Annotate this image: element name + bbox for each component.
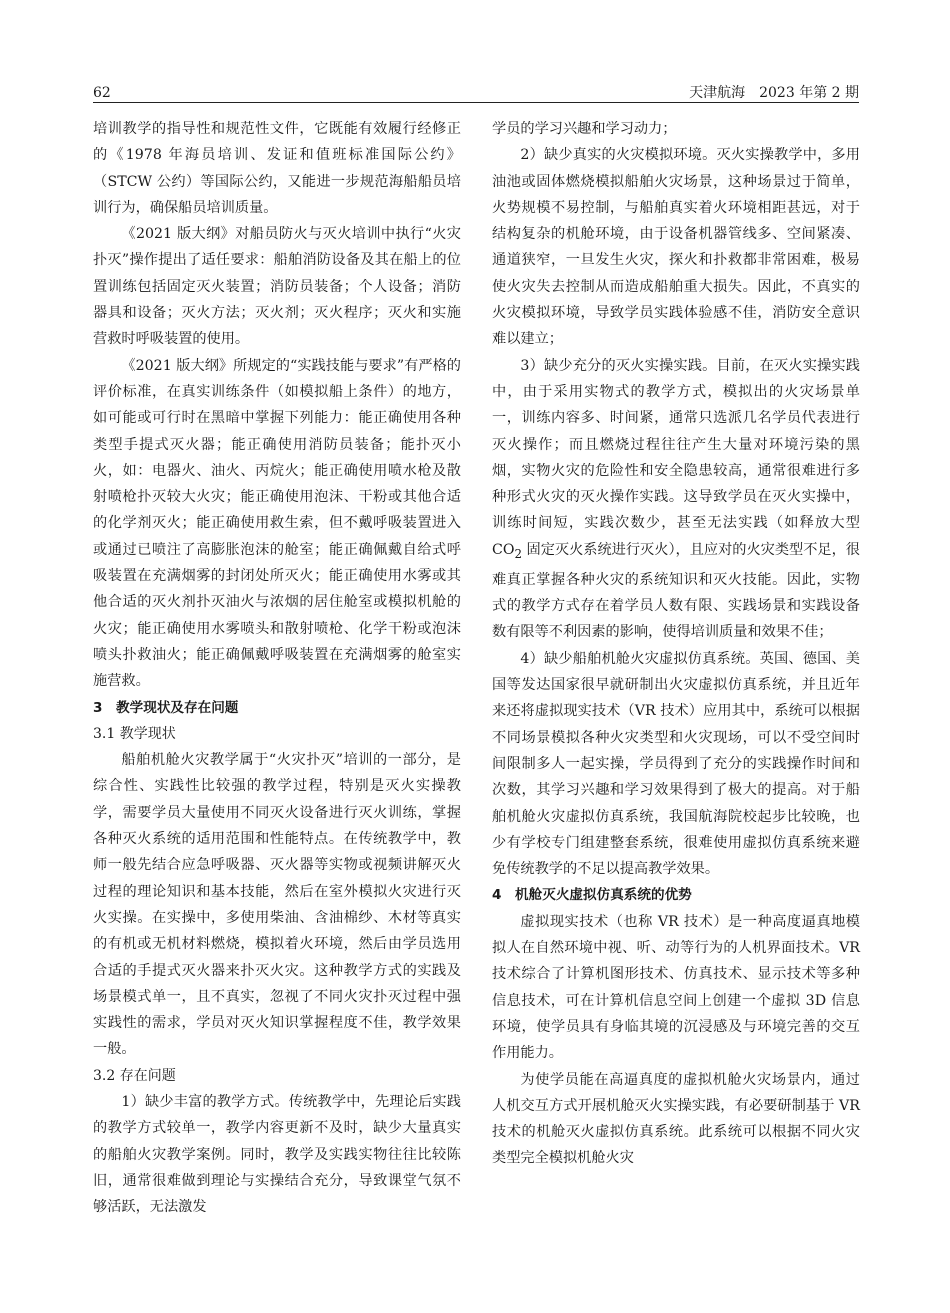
header-rule (93, 102, 859, 103)
section-heading: 3 教学现状及存在问题 (93, 699, 239, 716)
subsection-heading: 3.1 教学现状 (93, 725, 176, 742)
section-heading: 4 机舱灭火虚拟仿真系统的优势 (492, 887, 692, 904)
paragraph (492, 353, 860, 646)
paragraph: 学员的学习兴趣和学习动力； (492, 121, 677, 137)
paragraph: 4）缺少船舶机舱火灾虚拟仿真系统。英国、德国、美国等发达国家很早就研制出火灾虚拟仿真系统，并且近年来还将虚拟现实技术（VR 技术）应用其中，系统可以根据不同场景模拟各种火灾类型和火灾现场，可以不受空间时间限制多人一起实操，学员得到了充分的实践操作时间和次数，其学习兴趣和学习效果得到了极大的提高。对于船舶机舱火灾虚拟仿真系统，我国航海院校起步比较晚，也少有学校专门组建整套系统，很难使用虚拟仿真系统来避免传统教学的不足以提高教学效果。 (492, 650, 860, 878)
paragraph: 2）缺少真实的火灾模拟环境。灭火实操教学中，多用油池或固体燃烧模拟船舶火灾场景，这种场景过于简单，火势规模不易控制，与船舶真实着火环境相距甚远，对于结构复杂的机舱环境，由于设备机器管线多、空间紧凑、通道狭窄，一旦发生火灾，探火和扑救都非常困难，极易使火灾失去控制从而造成船舶重大损失。因此，不真实的火灾模拟环境，导致学员实践体验感不佳，消防安全意识难以建立； (492, 147, 860, 348)
journal-issue: 天津航海 2023 年第 2 期 (689, 85, 859, 101)
paragraph: 1）缺少丰富的教学方式。传统教学中，先理论后实践的教学方式较单一，教学内容更新不及时，缺少大量真实的船舶火灾教学案例。同时，教学及实践实物往往比较陈旧，通常很难做到理论与实操结合充分，导致课堂气氛不够活跃，无法激发 (93, 1093, 461, 1216)
page-number: 62 (93, 85, 111, 101)
paragraph-text: 3）缺少充分的灭火实操实践。目前，在灭火实操实践中，由于采用实物式的教学方式，模拟出的火灾场景单一，训练内容多、时间紧，通常只选派几名学员代表进行灭火操作；而且燃烧过程往往产生大量对环境污染的黑烟，实物火灾的危险性和安全隐患较高，通常很难进行多种形式火灾的灭火操作实践。这导致学员在灭火实操中，训练时间短，实践次数少，甚至无法实践（如释放大型 CO (492, 357, 860, 558)
paragraph: 培训教学的指导性和规范性文件，它既能有效履行经修正的《1978 年海员培训、发证和值班标准国际公约》（STCW 公约）等国际公约，又能进一步规范海船船员培训行为，确保船员培训质量。 (93, 121, 461, 216)
paragraph: 为使学员能在高逼真度的虚拟机舱火灾场景内，通过人机交互方式开展机舱灭火实操实践，有必要研制基于 VR 技术的机舱灭火虚拟仿真系统。此系统可以根据不同火灾类型完全模拟机舱火灾 (492, 1071, 860, 1167)
paragraph: 船舶机舱火灾教学属于“火灾扑灭”培训的一部分，是综合性、实践性比较强的教学过程，特别是灭火实操教学，需要学员大量使用不同灭火设备进行灭火训练，掌握各种灭火系统的适用范围和性能特点。在传统教学中，教师一般先结合应急呼吸器、灭火器等实物或视频讲解灭火过程的理论知识和基本技能，然后在室外模拟火灾进行灭火实操。在实操中，多使用柴油、含油棉纱、木材等真实的有机或无机材料燃烧，模拟着火环境，然后由学员选用合适的手提式灭火器来扑灭火灾。这种教学方式的实践及场景模式单一，且不真实，忽视了不同火灾扑灭过程中强实践性的需求，学员对灭火知识掌握程度不佳，教学效果一般。 (93, 752, 461, 1058)
paragraph: 虚拟现实技术（也称 VR 技术）是一种高度逼真地模拟人在自然环境中视、听、动等行为的人机界面技术。VR 技术综合了计算机图形技术、仿真技术、显示技术等多种信息技术，可在计算机信息空间上创建一个虚拟 3D 信息环境，使学员具有身临其境的沉浸感及与环境完善的交互作用能力。 (492, 913, 860, 1062)
paragraph: 《2021 版大纲》所规定的“实践技能与要求”有严格的评价标准，在真实训练条件（如模拟船上条件）的地方，如可能或可行时在黑暗中掌握下列能力：能正确使用各种类型手提式灭火器；能正确使用消防员装备；能扑灭小火，如：电器火、油火、丙烷火；能正确使用喷水枪及散射喷枪扑灭较大火灾；能正确使用泡沫、干粉或其他合适的化学剂灭火；能正确使用救生索，但不戴呼吸装置进入或通过已喷注了高膨胀泡沫的舱室；能正确佩戴自给式呼吸装置在充满烟雾的封闭处所灭火；能正确使用水雾或其他合适的灭火剂扑灭油火与浓烟的居住舱室或模拟机舱的火灾；能正确使用水雾喷头和散射喷枪、化学干粉或泡沫喷头扑救油火；能正确佩戴呼吸装置在充满烟雾的舱室实施营救。 (93, 357, 461, 690)
right-column (492, 116, 860, 1172)
paragraph: 《2021 版大纲》对船员防火与灭火培训中执行“火灾扑灭”操作提出了适任要求：船舶消防设备及其在船上的位置训练包括固定灭火装置；消防员装备；个人设备；消防器具和设备；灭火方法；灭火剂；灭火程序；灭火和实施营救时呼吸装置的使用。 (93, 226, 461, 348)
subsection-heading: 3.2 存在问题 (93, 1067, 176, 1084)
left-column (93, 116, 461, 1220)
paragraph-text: 固定灭火系统进行灭火），且应对的火灾类型不足，很难真正掌握各种火灾的系统知识和灭火技能。因此，实物式的教学方式存在着学员人数有限、实践场景和实践设备数有限等不利因素的影响，使得培训质量和效果不佳； (492, 541, 860, 641)
running-header (93, 78, 859, 100)
subscript-2: 2 (514, 546, 523, 561)
